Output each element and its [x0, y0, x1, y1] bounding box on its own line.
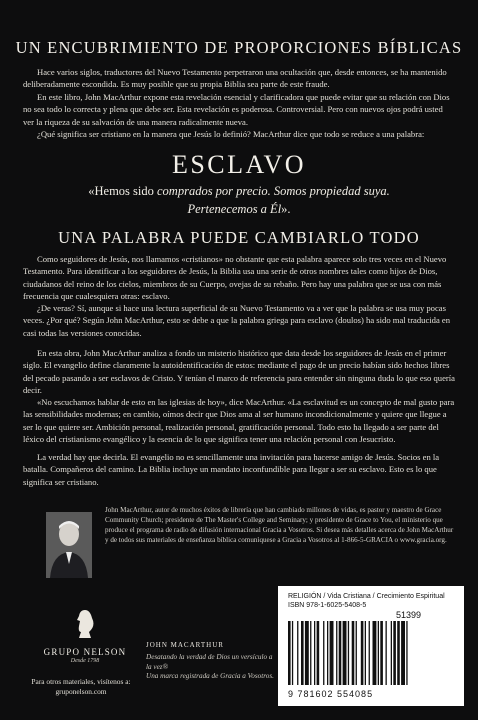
barcode-bar — [314, 621, 315, 685]
barcode-bar — [378, 621, 379, 685]
barcode-bar — [330, 621, 334, 685]
intro-paragraph: En este libro, John MacArthur expone esta revelación esencial y clarificadora que puede evitar que su relación con Dios no sea todo lo correcta y plena que debe ser. Esta revelación es poderosa. Controversial. Pero con nuevos ojos podrá usted ver la riqueza de su salvación de una manera radicalmente nueva. — [23, 92, 450, 127]
barcode-bar — [369, 621, 370, 685]
barcode-bar — [397, 621, 400, 685]
body-paragraph: ¿De veras? Sí, aunque si hace una lectura superficial de su Nuevo Testamento va a ver que la palabra se usa muy pocas veces. ¿Por qué? Según John MacArthur, esto se debe a que la palabra griega para esclavo (doulos) ha sido mal traducida en casi todas las versiones conocidas. — [23, 303, 451, 338]
body-paragraph: La verdad hay que decirla. El evangelio no es sencillamente una invitación para hacerse amigo de Jesús. Socios en la batalla. Compañeros del camino. La Biblia incluye un mandato inconfundible para llegar a ser su esclavo. Esto es lo que significa ser cristiano. — [23, 452, 440, 487]
publisher-name: GRUPO NELSON — [43, 647, 127, 657]
book-category: RELIGIÓN / Vida Cristiana / Crecimiento Espiritual — [288, 593, 445, 600]
barcode-bar — [343, 621, 347, 685]
author-tagline-block — [146, 641, 274, 682]
author-photo — [46, 512, 92, 578]
barcode-bar — [401, 621, 405, 685]
quote-line-1 — [0, 184, 478, 199]
barcode-bar — [305, 621, 309, 685]
author-name: JOHN MACARTHUR — [146, 641, 224, 649]
barcode-digits: 9 781602 554085 — [288, 689, 374, 699]
barcode-bar — [348, 621, 349, 685]
barcode-bars — [288, 621, 454, 687]
intro-paragraph: Hace varios siglos, traductores del Nuevo Testamento perpetraron una ocultación que, desde entonces, se ha mantenido deliberadamente escondida. Es muy posible que su propia Biblia sea parte de este fraude. — [23, 67, 447, 90]
intro-paragraph: ¿Qué significa ser cristiano en la manera que Jesús lo definió? MacArthur dice que todo se reduce a una palabra: — [37, 129, 425, 139]
barcode-bar — [288, 621, 291, 685]
barcode-bar — [310, 621, 311, 685]
barcode-bar — [380, 621, 383, 685]
isbn: ISBN 978-1-6025-5408-5 — [288, 602, 367, 609]
body-paragraph: «No escuchamos hablar de esto en las iglesias de hoy», dice MacArthur. «La esclavitud es un concepto de mal gusto para las sensibilidades modernas; en cambio, oímos decir que Dios ama al ser humano incondicionalmente y quiere que llegue a ser lo que quiere ser. Ambición personal, realización personal, gratificación personal. Todo esto ha llegado a ser parte del léxico del cristianismo evangélico y la esencia de lo que significa tener una relación personal con Jesucristo. — [23, 397, 455, 444]
barcode-bar — [393, 621, 396, 685]
barcode-bar — [352, 621, 355, 685]
more-materials — [26, 677, 136, 697]
barcode-bar — [317, 621, 320, 685]
headline: UN ENCUBRIMIENTO DE PROPORCIONES BÍBLICAS — [15, 38, 463, 57]
barcode-box — [278, 586, 464, 706]
quote-line2-text: Pertenecemos a Él — [187, 202, 282, 216]
author-motto: Desatando la verdad de Dios un versículo a la vez® — [146, 652, 273, 671]
publisher-since: Desde 1798 — [70, 658, 100, 664]
barcode-bar — [297, 621, 298, 685]
key-word: ESCLAVO — [171, 150, 307, 179]
barcode-bar — [373, 621, 377, 685]
price-code: 51399 — [396, 610, 422, 620]
author-portrait-icon — [46, 512, 92, 578]
body-paragraph: Como seguidores de Jesús, nos llamamos «cristianos» no obstante que esta palabra aparece solo tres veces en el Nuevo Testamento. Para identificar a los seguidores de Jesús, la Biblia usa una serie de otros nombres tales como hijos de Dios, ciudadanos del reino de los cielos, miembros de su Cuerpo, ovejas de su rebaño. Pero hay una palabra que se usa con más frecuencia que cualesquiera otras: esclavo. — [23, 254, 447, 301]
publisher-website: gruponelson.com — [55, 686, 107, 696]
quote-line-2 — [0, 202, 478, 217]
subhead: UNA PALABRA PUEDE CAMBIARLO TODO — [58, 228, 420, 247]
author-bio: John MacArthur, autor de muchos éxitos de librería que han cambiado millones de vidas, es pastor y maestro de Grace Community Church; presidente de The Master's College and Seminary; y presidente de Grace to You, el ministerio que produce el programa de radio de difusión internacional Gracia a Vosotros. Si desea más detalles acerca de John MacArthur y de todos sus materiales de enseñanza bíblica comunìquese a Gracia a Vosotros al 1-866-5-GRACIA o www.gracia.org. — [105, 506, 454, 544]
body-paragraph: En esta obra, John MacArthur analiza a fondo un misterio histórico que data desde los seguidores de Jesús en el primer siglo. El evangelio define claramente la autoidentificación de estos: mediante el pago de un precio habían sido hechos libres del pecado pasando a ser esclavos de Cristo. Y tenían el marco de referencia para entender sin ninguna duda lo que eso quería decir. — [23, 348, 455, 395]
barcode-bar — [356, 621, 357, 685]
barcode-bar — [327, 621, 328, 685]
quote-close: ». — [281, 202, 291, 216]
more-materials-text: Para otros materiales, visítenos a: — [31, 677, 131, 686]
publisher-logo-icon — [70, 606, 100, 640]
barcode-bar — [386, 621, 387, 685]
publisher-logo — [40, 606, 130, 664]
barcode-bar — [406, 621, 407, 685]
quote-emphasis: comprados por precio. Somos propiedad suya. — [157, 184, 390, 198]
author-brand: Una marca registrada de Gracia a Vosotros. — [146, 672, 274, 681]
barcode-bar — [323, 621, 324, 685]
barcode-bar — [339, 621, 342, 685]
barcode-bar — [361, 621, 364, 685]
barcode-bar — [365, 621, 366, 685]
barcode-bar — [336, 621, 337, 685]
barcode-bar — [391, 621, 392, 685]
barcode-bar — [301, 621, 304, 685]
barcode-bar — [292, 621, 293, 685]
quote-open: «Hemos sido — [88, 184, 157, 198]
